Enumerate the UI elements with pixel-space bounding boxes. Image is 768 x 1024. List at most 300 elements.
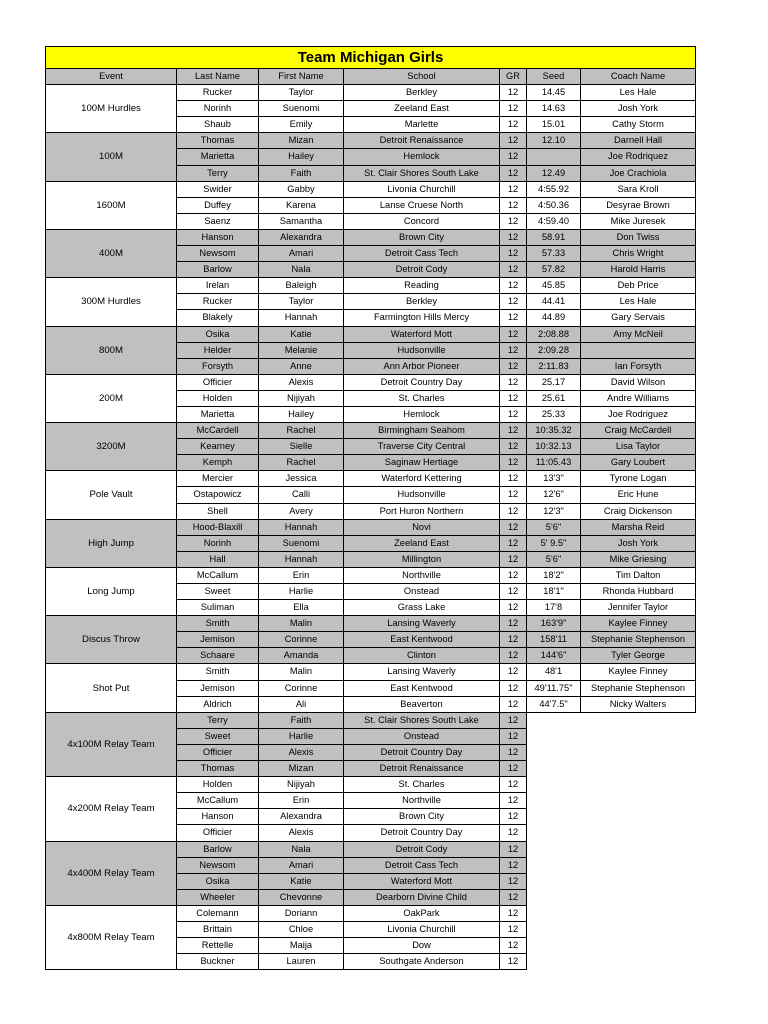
coach-name-cell: Ian Forsyth — [581, 358, 696, 374]
first-name-cell: Malin — [259, 664, 344, 680]
coach-name-cell: Craig McCardell — [581, 423, 696, 439]
table-row — [46, 664, 696, 680]
header-first-name: First Name — [259, 69, 344, 85]
last-name-cell: Hood-Blaxill — [177, 519, 259, 535]
school-cell: Waterford Mott — [344, 873, 500, 889]
first-name-cell: Mizan — [259, 761, 344, 777]
grade-cell: 12 — [500, 825, 527, 841]
school-cell: Novi — [344, 519, 500, 535]
first-name-cell: Melanie — [259, 342, 344, 358]
event-name: 100M Hurdles — [46, 85, 177, 133]
grade-cell: 12 — [500, 439, 527, 455]
grade-cell: 12 — [500, 954, 527, 970]
school-cell: Hudsonville — [344, 487, 500, 503]
last-name-cell: Blakely — [177, 310, 259, 326]
grade-cell: 12 — [500, 197, 527, 213]
table-row — [46, 326, 696, 342]
coach-name-cell: Cathy Storm — [581, 117, 696, 133]
event-name: 4x800M Relay Team — [46, 905, 177, 969]
grade-cell: 12 — [500, 680, 527, 696]
table-row — [46, 616, 696, 632]
school-cell: Reading — [344, 278, 500, 294]
last-name-cell: Thomas — [177, 761, 259, 777]
seed-cell: 48'1 — [527, 664, 581, 680]
first-name-cell: Erin — [259, 567, 344, 583]
school-cell: Waterford Kettering — [344, 471, 500, 487]
first-name-cell: Katie — [259, 326, 344, 342]
grade-cell: 12 — [500, 165, 527, 181]
empty-area — [527, 857, 696, 873]
title-row — [46, 47, 696, 69]
grade-cell: 12 — [500, 262, 527, 278]
event-name: Pole Vault — [46, 471, 177, 519]
event-name: 400M — [46, 229, 177, 277]
grade-cell: 12 — [500, 181, 527, 197]
seed-cell: 25.17 — [527, 374, 581, 390]
last-name-cell: Saenz — [177, 213, 259, 229]
last-name-cell: Kearney — [177, 439, 259, 455]
school-cell: Berkley — [344, 294, 500, 310]
empty-area — [527, 744, 696, 760]
first-name-cell: Ella — [259, 600, 344, 616]
grade-cell: 12 — [500, 567, 527, 583]
last-name-cell: Rucker — [177, 85, 259, 101]
event-name: 3200M — [46, 423, 177, 471]
seed-cell: 4:59.40 — [527, 213, 581, 229]
last-name-cell: Smith — [177, 664, 259, 680]
school-cell: Detroit Renaissance — [344, 133, 500, 149]
seed-cell: 10:32.13 — [527, 439, 581, 455]
grade-cell: 12 — [500, 487, 527, 503]
last-name-cell: Terry — [177, 712, 259, 728]
last-name-cell: Aldrich — [177, 696, 259, 712]
grade-cell: 12 — [500, 905, 527, 921]
grade-cell: 12 — [500, 294, 527, 310]
coach-name-cell — [581, 342, 696, 358]
last-name-cell: Ostapowicz — [177, 487, 259, 503]
last-name-cell: Colemann — [177, 905, 259, 921]
school-cell: St. Charles — [344, 777, 500, 793]
seed-cell: 57.82 — [527, 262, 581, 278]
seed-cell: 57.33 — [527, 246, 581, 262]
seed-cell: 25.33 — [527, 406, 581, 422]
event-name: 800M — [46, 326, 177, 374]
last-name-cell: Rettelle — [177, 938, 259, 954]
event-name: 200M — [46, 374, 177, 422]
school-cell: Concord — [344, 213, 500, 229]
school-cell: St. Charles — [344, 390, 500, 406]
grade-cell: 12 — [500, 406, 527, 422]
first-name-cell: Emily — [259, 117, 344, 133]
first-name-cell: Amari — [259, 246, 344, 262]
first-name-cell: Hannah — [259, 310, 344, 326]
school-cell: Lanse Cruese North — [344, 197, 500, 213]
grade-cell: 12 — [500, 326, 527, 342]
last-name-cell: Forsyth — [177, 358, 259, 374]
last-name-cell: Osika — [177, 873, 259, 889]
school-cell: Ann Arbor Pioneer — [344, 358, 500, 374]
table-row — [46, 519, 696, 535]
first-name-cell: Mizan — [259, 133, 344, 149]
first-name-cell: Anne — [259, 358, 344, 374]
last-name-cell: Officier — [177, 744, 259, 760]
grade-cell: 12 — [500, 712, 527, 728]
first-name-cell: Erin — [259, 793, 344, 809]
first-name-cell: Samantha — [259, 213, 344, 229]
last-name-cell: Smith — [177, 616, 259, 632]
event-name: 300M Hurdles — [46, 278, 177, 326]
empty-area — [527, 954, 696, 970]
school-cell: Hemlock — [344, 149, 500, 165]
first-name-cell: Chevonne — [259, 889, 344, 905]
last-name-cell: Shaub — [177, 117, 259, 133]
school-cell: Beaverton — [344, 696, 500, 712]
event-name: 4x200M Relay Team — [46, 777, 177, 841]
last-name-cell: Hanson — [177, 809, 259, 825]
last-name-cell: Wheeler — [177, 889, 259, 905]
grade-cell: 12 — [500, 101, 527, 117]
seed-cell: 163'9" — [527, 616, 581, 632]
first-name-cell: Chloe — [259, 921, 344, 937]
seed-cell: 12'3" — [527, 503, 581, 519]
seed-cell: 4:55.92 — [527, 181, 581, 197]
school-cell: Detroit Cody — [344, 262, 500, 278]
first-name-cell: Baleigh — [259, 278, 344, 294]
school-cell: Onstead — [344, 728, 500, 744]
grade-cell: 12 — [500, 728, 527, 744]
grade-cell: 12 — [500, 149, 527, 165]
first-name-cell: Harlie — [259, 584, 344, 600]
header-row — [46, 69, 696, 85]
grade-cell: 12 — [500, 938, 527, 954]
event-name: 100M — [46, 133, 177, 181]
grade-cell: 12 — [500, 455, 527, 471]
event-name: Shot Put — [46, 664, 177, 712]
first-name-cell: Suenomi — [259, 101, 344, 117]
coach-name-cell: Gary Loubert — [581, 455, 696, 471]
grade-cell: 12 — [500, 229, 527, 245]
grade-cell: 12 — [500, 857, 527, 873]
coach-name-cell: Tim Dalton — [581, 567, 696, 583]
header-grade: GR — [500, 69, 527, 85]
last-name-cell: Marietta — [177, 406, 259, 422]
school-cell: Berkley — [344, 85, 500, 101]
coach-name-cell: Eric Hune — [581, 487, 696, 503]
first-name-cell: Jessica — [259, 471, 344, 487]
coach-name-cell: Mike Juresek — [581, 213, 696, 229]
school-cell: Marlette — [344, 117, 500, 133]
school-cell: Dearborn Divine Child — [344, 889, 500, 905]
last-name-cell: Buckner — [177, 954, 259, 970]
coach-name-cell: Les Hale — [581, 85, 696, 101]
school-cell: Brown City — [344, 229, 500, 245]
seed-cell: 58.91 — [527, 229, 581, 245]
first-name-cell: Corinne — [259, 680, 344, 696]
table-row — [46, 85, 696, 101]
grade-cell: 12 — [500, 342, 527, 358]
school-cell: Northville — [344, 793, 500, 809]
school-cell: Hemlock — [344, 406, 500, 422]
first-name-cell: Gabby — [259, 181, 344, 197]
header-event: Event — [46, 69, 177, 85]
coach-name-cell: Josh York — [581, 535, 696, 551]
last-name-cell: Terry — [177, 165, 259, 181]
empty-area — [527, 761, 696, 777]
grade-cell: 12 — [500, 85, 527, 101]
grade-cell: 12 — [500, 278, 527, 294]
grade-cell: 12 — [500, 117, 527, 133]
seed-cell: 2:11.83 — [527, 358, 581, 374]
grade-cell: 12 — [500, 889, 527, 905]
first-name-cell: Taylor — [259, 85, 344, 101]
event-name: 4x400M Relay Team — [46, 841, 177, 905]
empty-area — [527, 921, 696, 937]
school-cell: Detroit Renaissance — [344, 761, 500, 777]
seed-cell: 10:35.32 — [527, 423, 581, 439]
seed-cell: 15.01 — [527, 117, 581, 133]
table-row — [46, 278, 696, 294]
school-cell: Southgate Anderson — [344, 954, 500, 970]
coach-name-cell: Lisa Taylor — [581, 439, 696, 455]
coach-name-cell: Stephanie Stephenson — [581, 680, 696, 696]
grade-cell: 12 — [500, 133, 527, 149]
coach-name-cell: Joe Rodriguez — [581, 406, 696, 422]
event-name: 4x100M Relay Team — [46, 712, 177, 776]
last-name-cell: Officier — [177, 374, 259, 390]
first-name-cell: Sielle — [259, 439, 344, 455]
school-cell: Detroit Country Day — [344, 744, 500, 760]
first-name-cell: Ali — [259, 696, 344, 712]
school-cell: Lansing Waverly — [344, 664, 500, 680]
seed-cell — [527, 149, 581, 165]
last-name-cell: Hall — [177, 551, 259, 567]
school-cell: Detroit Cass Tech — [344, 246, 500, 262]
coach-name-cell: Nicky Walters — [581, 696, 696, 712]
school-cell: Onstead — [344, 584, 500, 600]
table-row — [46, 905, 696, 921]
first-name-cell: Calli — [259, 487, 344, 503]
grade-cell: 12 — [500, 551, 527, 567]
roster-table — [45, 46, 696, 970]
seed-cell: 4:50.36 — [527, 197, 581, 213]
empty-area — [527, 809, 696, 825]
first-name-cell: Nijiyah — [259, 777, 344, 793]
seed-cell: 13'3" — [527, 471, 581, 487]
school-cell: East Kentwood — [344, 632, 500, 648]
seed-cell: 14.45 — [527, 85, 581, 101]
school-cell: Northville — [344, 567, 500, 583]
table-row — [46, 567, 696, 583]
last-name-cell: Mercier — [177, 471, 259, 487]
grade-cell: 12 — [500, 535, 527, 551]
last-name-cell: Swider — [177, 181, 259, 197]
table-row — [46, 777, 696, 793]
seed-cell: 49'11.75" — [527, 680, 581, 696]
school-cell: Livonia Churchill — [344, 181, 500, 197]
seed-cell: 5'6" — [527, 519, 581, 535]
coach-name-cell: Don Twiss — [581, 229, 696, 245]
coach-name-cell: Joe Crachiola — [581, 165, 696, 181]
grade-cell: 12 — [500, 390, 527, 406]
last-name-cell: McCardell — [177, 423, 259, 439]
seed-cell: 18'2" — [527, 567, 581, 583]
grade-cell: 12 — [500, 374, 527, 390]
coach-name-cell: Josh York — [581, 101, 696, 117]
coach-name-cell: Amy McNeil — [581, 326, 696, 342]
grade-cell: 12 — [500, 616, 527, 632]
grade-cell: 12 — [500, 793, 527, 809]
school-cell: Detroit Cass Tech — [344, 857, 500, 873]
last-name-cell: Osika — [177, 326, 259, 342]
first-name-cell: Lauren — [259, 954, 344, 970]
first-name-cell: Hannah — [259, 551, 344, 567]
school-cell: St. Clair Shores South Lake — [344, 165, 500, 181]
first-name-cell: Alexis — [259, 825, 344, 841]
last-name-cell: Rucker — [177, 294, 259, 310]
seed-cell: 12'6" — [527, 487, 581, 503]
first-name-cell: Harlie — [259, 728, 344, 744]
seed-cell: 44.89 — [527, 310, 581, 326]
last-name-cell: Irelan — [177, 278, 259, 294]
school-cell: Lansing Waverly — [344, 616, 500, 632]
seed-cell: 44.41 — [527, 294, 581, 310]
last-name-cell: Thomas — [177, 133, 259, 149]
last-name-cell: Newsom — [177, 857, 259, 873]
coach-name-cell: Deb Price — [581, 278, 696, 294]
last-name-cell: Holden — [177, 777, 259, 793]
first-name-cell: Hailey — [259, 149, 344, 165]
seed-cell: 17'8 — [527, 600, 581, 616]
header-school: School — [344, 69, 500, 85]
empty-area — [527, 777, 696, 793]
school-cell: Clinton — [344, 648, 500, 664]
last-name-cell: Shell — [177, 503, 259, 519]
first-name-cell: Amari — [259, 857, 344, 873]
seed-cell: 144'6" — [527, 648, 581, 664]
first-name-cell: Alexis — [259, 374, 344, 390]
event-name: 1600M — [46, 181, 177, 229]
first-name-cell: Avery — [259, 503, 344, 519]
seed-cell: 158'11 — [527, 632, 581, 648]
coach-name-cell: Les Hale — [581, 294, 696, 310]
last-name-cell: Brittain — [177, 921, 259, 937]
grade-cell: 12 — [500, 503, 527, 519]
last-name-cell: Suliman — [177, 600, 259, 616]
grade-cell: 12 — [500, 584, 527, 600]
last-name-cell: Barlow — [177, 262, 259, 278]
seed-cell: 18'1" — [527, 584, 581, 600]
last-name-cell: Jemison — [177, 680, 259, 696]
seed-cell: 5'6" — [527, 551, 581, 567]
grade-cell: 12 — [500, 246, 527, 262]
school-cell: Detroit Cody — [344, 841, 500, 857]
coach-name-cell: Kaylee Finney — [581, 616, 696, 632]
seed-cell: 12.10 — [527, 133, 581, 149]
first-name-cell: Rachel — [259, 455, 344, 471]
event-name: High Jump — [46, 519, 177, 567]
last-name-cell: Helder — [177, 342, 259, 358]
table-row — [46, 229, 696, 245]
coach-name-cell: Desyrae Brown — [581, 197, 696, 213]
last-name-cell: Newsom — [177, 246, 259, 262]
first-name-cell: Malin — [259, 616, 344, 632]
grade-cell: 12 — [500, 600, 527, 616]
last-name-cell: Norinh — [177, 535, 259, 551]
sheet-title: Team Michigan Girls — [46, 47, 696, 69]
school-cell: Hudsonville — [344, 342, 500, 358]
seed-cell: 25.61 — [527, 390, 581, 406]
school-cell: Birmingham Seahom — [344, 423, 500, 439]
first-name-cell: Suenomi — [259, 535, 344, 551]
last-name-cell: Barlow — [177, 841, 259, 857]
first-name-cell: Nala — [259, 262, 344, 278]
table-row — [46, 423, 696, 439]
grade-cell: 12 — [500, 632, 527, 648]
first-name-cell: Doriann — [259, 905, 344, 921]
school-cell: Waterford Mott — [344, 326, 500, 342]
empty-area — [527, 841, 696, 857]
last-name-cell: McCallum — [177, 567, 259, 583]
coach-name-cell: Chris Wright — [581, 246, 696, 262]
empty-area — [527, 938, 696, 954]
seed-cell: 45.85 — [527, 278, 581, 294]
grade-cell: 12 — [500, 744, 527, 760]
coach-name-cell: Stephanie Stephenson — [581, 632, 696, 648]
last-name-cell: Duffey — [177, 197, 259, 213]
empty-area — [527, 825, 696, 841]
seed-cell: 2:08.88 — [527, 326, 581, 342]
first-name-cell: Faith — [259, 165, 344, 181]
first-name-cell: Amanda — [259, 648, 344, 664]
empty-area — [527, 793, 696, 809]
coach-name-cell: Craig Dickenson — [581, 503, 696, 519]
header-last-name: Last Name — [177, 69, 259, 85]
school-cell: Detroit Country Day — [344, 374, 500, 390]
table-row — [46, 133, 696, 149]
coach-name-cell: Marsha Reid — [581, 519, 696, 535]
grade-cell: 12 — [500, 873, 527, 889]
last-name-cell: Jemison — [177, 632, 259, 648]
last-name-cell: Officier — [177, 825, 259, 841]
empty-area — [527, 712, 696, 728]
table-row — [46, 471, 696, 487]
coach-name-cell: Tyler George — [581, 648, 696, 664]
first-name-cell: Corinne — [259, 632, 344, 648]
coach-name-cell: David Wilson — [581, 374, 696, 390]
coach-name-cell: Darnell Hall — [581, 133, 696, 149]
coach-name-cell: Mike Griesing — [581, 551, 696, 567]
table-row — [46, 841, 696, 857]
first-name-cell: Nijiyah — [259, 390, 344, 406]
seed-cell: 44'7.5" — [527, 696, 581, 712]
event-name: Long Jump — [46, 567, 177, 615]
last-name-cell: Sweet — [177, 584, 259, 600]
empty-area — [527, 873, 696, 889]
last-name-cell: Marietta — [177, 149, 259, 165]
last-name-cell: Sweet — [177, 728, 259, 744]
grade-cell: 12 — [500, 310, 527, 326]
seed-cell: 2:09.28 — [527, 342, 581, 358]
grade-cell: 12 — [500, 519, 527, 535]
coach-name-cell: Andre Williams — [581, 390, 696, 406]
school-cell: Grass Lake — [344, 600, 500, 616]
last-name-cell: Hanson — [177, 229, 259, 245]
school-cell: East Kentwood — [344, 680, 500, 696]
grade-cell: 12 — [500, 423, 527, 439]
last-name-cell: Holden — [177, 390, 259, 406]
school-cell: Livonia Churchill — [344, 921, 500, 937]
first-name-cell: Faith — [259, 712, 344, 728]
